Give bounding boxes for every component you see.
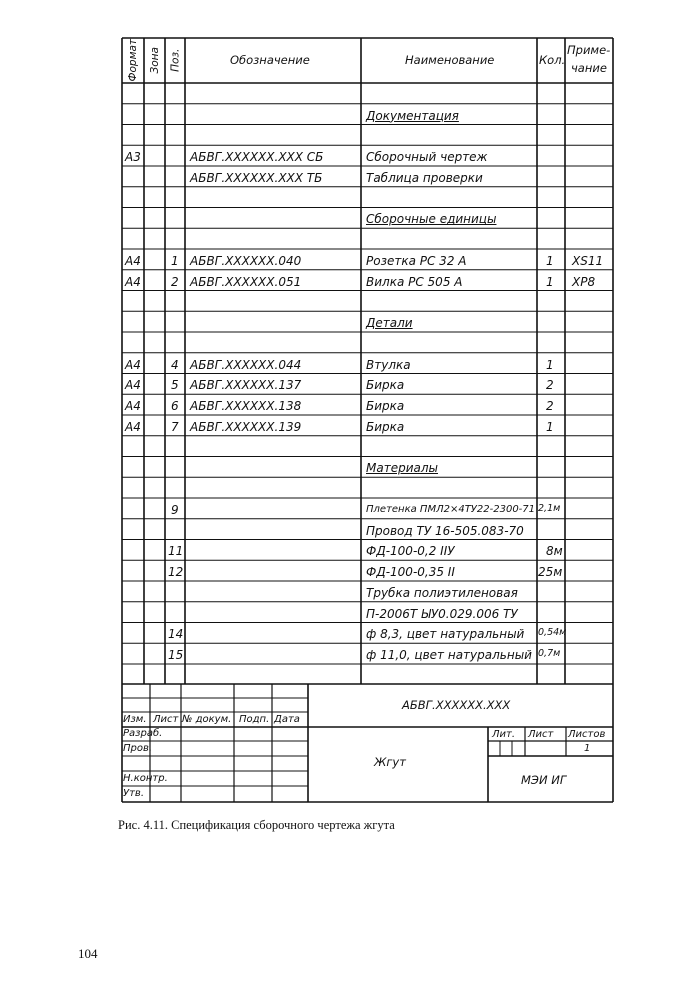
label-ndokum: № докум. bbox=[182, 714, 232, 725]
header-format: Формат bbox=[126, 38, 139, 82]
row-designation: АБВГ.XXXXXX.051 bbox=[190, 274, 302, 289]
row-name: ФД-100-0,35 II bbox=[366, 565, 455, 579]
row-format: А3 bbox=[125, 150, 141, 164]
header-note-line1: Приме- bbox=[567, 43, 611, 57]
row-name: Провод ТУ 16-505.083-70 bbox=[366, 523, 524, 538]
row-qty: 1 bbox=[546, 419, 554, 434]
product-name: Жгут bbox=[374, 755, 406, 769]
row-format: А4 bbox=[125, 253, 141, 268]
figure-caption: Рис. 4.11. Спецификация сборочного чертежа жгута bbox=[118, 818, 395, 832]
header-designation: Обозначение bbox=[230, 52, 310, 67]
label-lit: Лит. bbox=[492, 729, 516, 740]
row-name: Бирка bbox=[366, 378, 405, 393]
row-name: Втулка bbox=[366, 357, 411, 372]
row-name: Бирка bbox=[366, 419, 405, 434]
row-qty: 25м bbox=[538, 565, 563, 579]
row-format: А4 bbox=[125, 419, 141, 434]
row-designation: АБВГ.XXXXXX.137 bbox=[190, 378, 302, 393]
row-pos: 7 bbox=[171, 419, 179, 434]
row-pos: 1 bbox=[171, 253, 179, 268]
row-qty: 1 bbox=[546, 274, 554, 289]
row-name: П-2006Т ЫУ0.029.006 ТУ bbox=[366, 606, 518, 621]
row-designation: АБВГ.XXXXXX.XXX СБ bbox=[190, 150, 324, 164]
label-data: Дата bbox=[274, 714, 300, 725]
label-prov: Пров. bbox=[123, 743, 153, 754]
row-designation: АБВГ.XXXXXX.139 bbox=[190, 419, 302, 434]
row-qty: 8м bbox=[546, 544, 563, 559]
row-designation: АБВГ.XXXXXX.040 bbox=[190, 253, 302, 268]
row-qty: 0,7м bbox=[538, 648, 561, 659]
row-name: Трубка полиэтиленовая bbox=[366, 585, 518, 600]
row-pos: 9 bbox=[171, 502, 179, 517]
label-izm: Изм. bbox=[123, 714, 147, 725]
row-format: А4 bbox=[125, 378, 141, 393]
row-name: ф 8,3, цвет натуральный bbox=[366, 627, 525, 642]
row-name: Бирка bbox=[366, 399, 405, 413]
header-name: Наименование bbox=[405, 52, 495, 67]
row-designation: АБВГ.XXXXXX.XXX ТБ bbox=[190, 170, 323, 185]
section-heading: Детали bbox=[366, 316, 413, 330]
row-qty: 2 bbox=[546, 378, 554, 393]
section-heading: Сборочные единицы bbox=[366, 212, 497, 227]
row-qty: 2,1м bbox=[538, 502, 561, 514]
document-code: АБВГ.XXXXXX.XXX bbox=[402, 698, 511, 712]
row-pos: 15 bbox=[168, 648, 184, 662]
row-qty: 1 bbox=[546, 253, 554, 268]
header-zone: Зона bbox=[148, 47, 161, 74]
row-pos: 5 bbox=[171, 378, 179, 393]
section-heading: Материалы bbox=[366, 461, 438, 476]
row-note: XS11 bbox=[572, 253, 604, 268]
row-name: ФД-100-0,2 IIУ bbox=[366, 544, 455, 559]
page-number: 104 bbox=[78, 946, 98, 961]
section-heading: Документация bbox=[366, 108, 459, 123]
row-name: Плетенка ПМЛ2×4ТУ22-2300-71 bbox=[366, 503, 536, 515]
label-podp: Подп. bbox=[239, 714, 270, 725]
row-format: А4 bbox=[125, 274, 141, 289]
row-pos: 6 bbox=[171, 399, 179, 413]
row-qty: 2 bbox=[546, 399, 554, 413]
row-pos: 2 bbox=[171, 274, 179, 289]
row-name: Вилка РС 505 А bbox=[366, 274, 463, 289]
row-name: Таблица проверки bbox=[366, 170, 483, 185]
row-pos: 14 bbox=[168, 627, 184, 642]
row-pos: 4 bbox=[171, 357, 179, 372]
row-designation: АБВГ.XXXXXX.044 bbox=[190, 357, 302, 372]
row-name: ф 11,0, цвет натуральный bbox=[366, 648, 532, 662]
label-sheets: Листов bbox=[568, 729, 606, 740]
label-razrab: Разраб. bbox=[123, 728, 163, 739]
row-designation: АБВГ.XXXXXX.138 bbox=[190, 399, 302, 413]
label-utv: Утв. bbox=[123, 788, 144, 799]
header-pos: Поз. bbox=[168, 48, 181, 72]
sheets-count: 1 bbox=[584, 743, 591, 754]
row-qty: 0,54м bbox=[538, 627, 567, 639]
row-qty: 1 bbox=[546, 357, 554, 372]
organization: МЭИ ИГ bbox=[521, 773, 567, 787]
row-name: Сборочный чертеж bbox=[366, 150, 488, 164]
label-list: Лист bbox=[153, 714, 179, 725]
row-pos: 12 bbox=[168, 565, 184, 579]
label-nkontr: Н.контр. bbox=[123, 773, 168, 784]
header-note-line2: чание bbox=[571, 61, 607, 75]
label-sheet: Лист bbox=[528, 729, 554, 740]
row-name: Розетка РС 32 А bbox=[366, 253, 467, 268]
row-note: XP8 bbox=[572, 274, 596, 289]
row-format: А4 bbox=[125, 357, 141, 372]
row-format: А4 bbox=[125, 399, 141, 413]
row-pos: 11 bbox=[168, 544, 184, 559]
header-qty: Кол. bbox=[539, 52, 566, 67]
